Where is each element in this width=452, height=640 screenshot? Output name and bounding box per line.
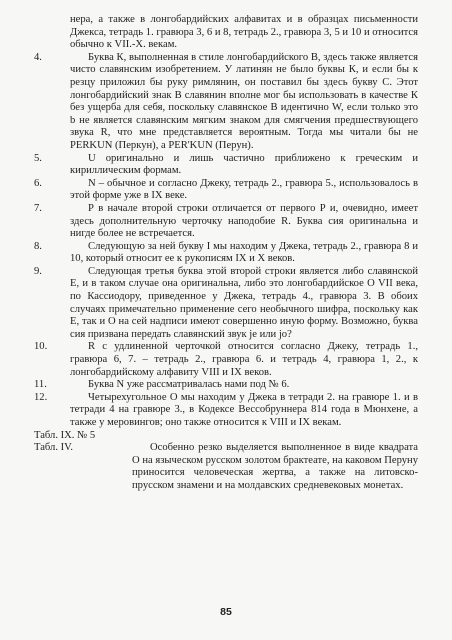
item-text: Четырехугольное О мы находим у Джека в тетради 2. на гравюре 1. и в тетради 4 на гравюре 3., в Кодексе Вессобруннера 814 года в Мюнхене, а также у меровингов; оно также относится к VIII и IX векам. xyxy=(70,391,418,428)
item-10 xyxy=(34,341,418,379)
table-reference-iv xyxy=(34,442,418,492)
item-number: 4. xyxy=(34,51,42,63)
item-number: 6. xyxy=(34,177,42,189)
item-text: N – обычное и согласно Джеку, тетрадь 2., гравюра 5., использовалось в этой форме уже в IX веке. xyxy=(70,177,418,202)
item-text: Следующую за ней букву I мы находим у Джека, тетрадь 2., гравюра 8 и 10, который относит ее к рукописям IX и X веков. xyxy=(70,240,418,265)
item-text: R с удлиненной черточкой относится согласно Джеку, тетрадь 1., гравюра 6, 7. – тетрадь 2., гравюра 6. и тетрадь 4, гравюра 1, 2., к лонгобардийскому алфавиту VIII и IX веков. xyxy=(70,341,418,378)
item-5 xyxy=(34,153,418,178)
page-text xyxy=(34,14,418,493)
item-12 xyxy=(34,392,418,430)
table-text: Особенно резко выделяется выполненное в виде квадрата О на языческом русском золотом брактеате, на каковом Перуну приносится человеческая жертва, а также на литовско-прусском знамени и на молдавских средневековых монетах. xyxy=(132,442,418,491)
table-reference-ix: Табл. IX. № 5 xyxy=(34,429,96,441)
item-number: 5. xyxy=(34,152,42,164)
item-text: Буква К, выполненная в стиле лонгобардийского В, здесь также является чисто славянским изобретением. У латинян не было буквы К, и если бы к резцу приложил бы руку римлянин, он поставил бы здесь букву С. Этот лонгобардийский знак В славянин вполне мог бы использовать в качестве К без ущерба для себя, поскольку славянское В идентично W, если только это b не является славянским мягким знаком для смягчения предшествующего звука R, что мне представляется вероятным. Тогда мы читали бы не PERKUN (Перкун), а PER'KUN (Перун). xyxy=(70,51,418,151)
item-7 xyxy=(34,203,418,241)
intro-paragraph: нера, а также в лонгобардийских алфавитах и в образцах письменности Джекса, тетрадь 1. гравюра 3, 6 и 8, тетрадь 2., гравюра 3, 5 и 10 и относится обычно к VII.-X. векам. xyxy=(70,14,418,51)
item-text: Р в начале второй строки отличается от первого Р и, очевидно, имеет здесь дополнительную черточку наподобие R. Буква сия оригинальна и нигде более не встречается. xyxy=(70,202,418,240)
item-4 xyxy=(34,52,418,153)
item-6 xyxy=(34,178,418,203)
item-text: Буква N уже рассматривалась нами под № 6. xyxy=(88,379,290,391)
item-text: Следующая третья буква этой второй строки является либо славянской Е, и в таком случае она оригинальна, либо это лонгобардийское О VII века, по Кассиодору, приведенное у Джека, тетрадь 4., гравюра 3. В обоих случаях примечательно применение сего необычного шифра, поскольку как Е, так и О на сей надписи имеют совершенно иную форму. Возможно, буква сия призвана передать славянский звук je или jo? xyxy=(70,265,418,340)
item-text: U оригинально и лишь частично приближено к греческим и кириллическим формам. xyxy=(70,152,418,177)
item-number: 7. xyxy=(34,202,42,214)
table-label: Табл. IV. xyxy=(34,442,74,454)
page-number: 85 xyxy=(220,606,232,618)
item-9 xyxy=(34,266,418,342)
item-number: 9. xyxy=(34,265,42,277)
item-number: 12. xyxy=(34,391,48,403)
item-8 xyxy=(34,241,418,266)
item-number: 8. xyxy=(34,240,42,252)
item-number: 11. xyxy=(34,379,47,391)
item-11 xyxy=(34,379,418,392)
item-number: 10. xyxy=(34,341,48,353)
